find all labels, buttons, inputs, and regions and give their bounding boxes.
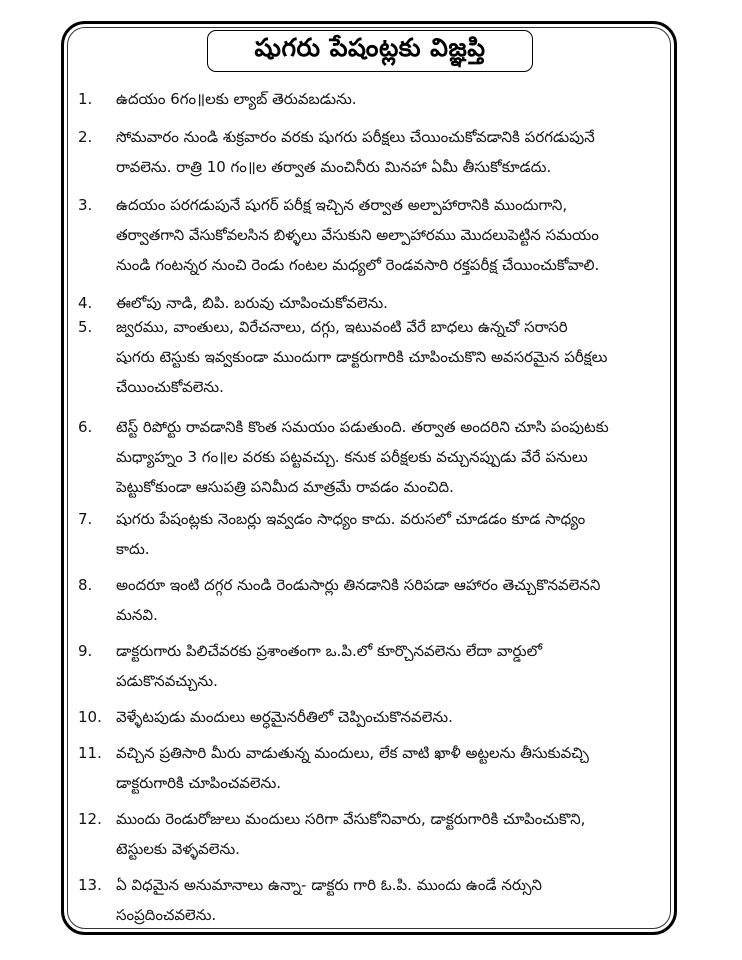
item-text <box>116 702 668 732</box>
item-text <box>116 504 668 564</box>
item-text-line: ఉదయం పరగడుపునే షుగర్ పరీక్ష ఇచ్చిన తర్వాత అల్పాహారానికి ముందుగాని, <box>116 196 568 214</box>
item-text-line: షుగరు పేషంట్లకు నెంబర్లు ఇవ్వడం సాధ్యం కాదు. వరుసలో చూడడం కూడ సాధ్యం <box>116 510 586 528</box>
item-text-line: మధ్యాహ్నం 3 గం॥ల వరకు పట్టవచ్చు. కనుక పరీక్షలకు వచ్చునప్పుడు వేరే పనులు <box>116 448 588 466</box>
item-number: 3. <box>78 196 93 214</box>
item-text-line: తర్వాతగాని వేసుకోవలసిన బిళ్ళలు వేసుకుని అల్పాహారము మొదలుపెట్టిన సమయం <box>116 226 599 244</box>
item-text-line: షుగరు టెస్టుకు ఇవ్వకుండా ముందుగా డాక్టరుగారికి చూపించుకొని అవసరమైన పరీక్షలు <box>116 348 608 366</box>
item-number: 12. <box>78 810 102 828</box>
item-number: 5. <box>78 318 93 336</box>
item-text-line: టెస్ట్ రిపోర్టు రావడానికి కొంత సమయం పడుతుంది. తర్వాత అందరిని చూసి పంపుటకు <box>116 418 609 436</box>
item-text <box>116 870 668 930</box>
item-text <box>116 190 668 280</box>
item-text-line: సంప్రదించవలెను. <box>116 906 217 924</box>
item-number: 4. <box>78 294 93 312</box>
item-text <box>116 804 668 864</box>
item-text-line: ఈలోపు నాడి, బిపి. బరువు చూపించుకోవలెను. <box>116 294 388 312</box>
item-text <box>116 312 668 402</box>
item-text-line: సోమవారం నుండి శుక్రవారం వరకు షుగరు పరీక్షలు చేయించుకోవడానికి పరగడుపునే <box>116 128 595 146</box>
item-text <box>116 84 668 114</box>
item-text-line: మనవి. <box>116 606 158 624</box>
item-text-line: ఏ విధమైన అనుమానాలు ఉన్నా- డాక్టరు గారి ఓ.పి. ముందు ఉండే నర్సుని <box>116 876 542 894</box>
item-text-line: కాదు. <box>116 540 150 558</box>
item-text-line: టెస్టులకు వెళ్ళవలెను. <box>116 840 240 858</box>
item-number: 2. <box>78 128 93 146</box>
item-text <box>116 570 668 630</box>
item-text-line: ఉదయం 6గం॥లకు ల్యాబ్ తెరువబడును. <box>116 90 357 108</box>
item-text-line: ముందు రెండురోజులు మందులు సరిగా వేసుకోనివారు, డాక్టరుగారికి చూపించుకొని, <box>116 810 586 828</box>
item-text-line: అందరూ ఇంటి దగ్గర నుండి రెండుసార్లు తినడానికి సరిపడా ఆహారం తెచ్చుకొనవలెనని <box>116 576 601 594</box>
item-text-line: రావలెను. రాత్రి 10 గం॥ల తర్వాత మంచినీరు మినహా ఏమీ తీసుకోకూడదు. <box>116 158 552 176</box>
item-number: 6. <box>78 418 93 436</box>
item-text <box>116 122 668 182</box>
document-title: షుగరు పేషంట్లకు విజ్ఞప్తి <box>254 33 486 62</box>
item-text-line: పడుకొనవచ్చును. <box>116 672 218 690</box>
item-text <box>116 412 668 502</box>
item-number: 9. <box>78 642 93 660</box>
item-number: 10. <box>78 708 102 726</box>
item-text-line: చేయించుకోవలెను. <box>116 378 224 396</box>
item-text-line: నుండి గంటన్నర నుంచి రెండు గంటల మధ్యలో రెండవసారి రక్తపరీక్ష చేయించుకోవాలి. <box>116 256 600 274</box>
item-text-line: డాక్టరుగారు పిలిచేవరకు ప్రశాంతంగా ఒ.పి.లో కూర్చొనవలెను లేదా వార్డులో <box>116 642 543 660</box>
item-text-line: జ్వరము, వాంతులు, విరేచనాలు, దగ్గు, ఇటువంటి వేరే బాధలు ఉన్నచో సరాసరి <box>116 318 568 336</box>
item-text-line: డాక్టరుగారికి చూపించవలెను. <box>116 774 282 792</box>
item-number: 8. <box>78 576 93 594</box>
item-number: 13. <box>78 876 102 894</box>
item-number: 11. <box>78 744 102 762</box>
item-text <box>116 738 668 798</box>
item-number: 1. <box>78 90 93 108</box>
item-text-line: వచ్చిన ప్రతిసారి మీరు వాడుతున్న మందులు, లేక వాటి ఖాళీ అట్టలను తీసుకువచ్చి <box>116 744 589 762</box>
item-number: 7. <box>78 510 93 528</box>
item-text-line: పెట్టుకోకుండా ఆసుపత్రి పనిమీద మాత్రమే రావడం మంచిది. <box>116 478 454 496</box>
item-text <box>116 636 668 696</box>
title-box <box>207 30 533 72</box>
item-text-line: వెళ్ళేటపుడు మందులు అర్ధమైనరీతిలో చెప్పించుకొనవలెను. <box>116 708 453 726</box>
